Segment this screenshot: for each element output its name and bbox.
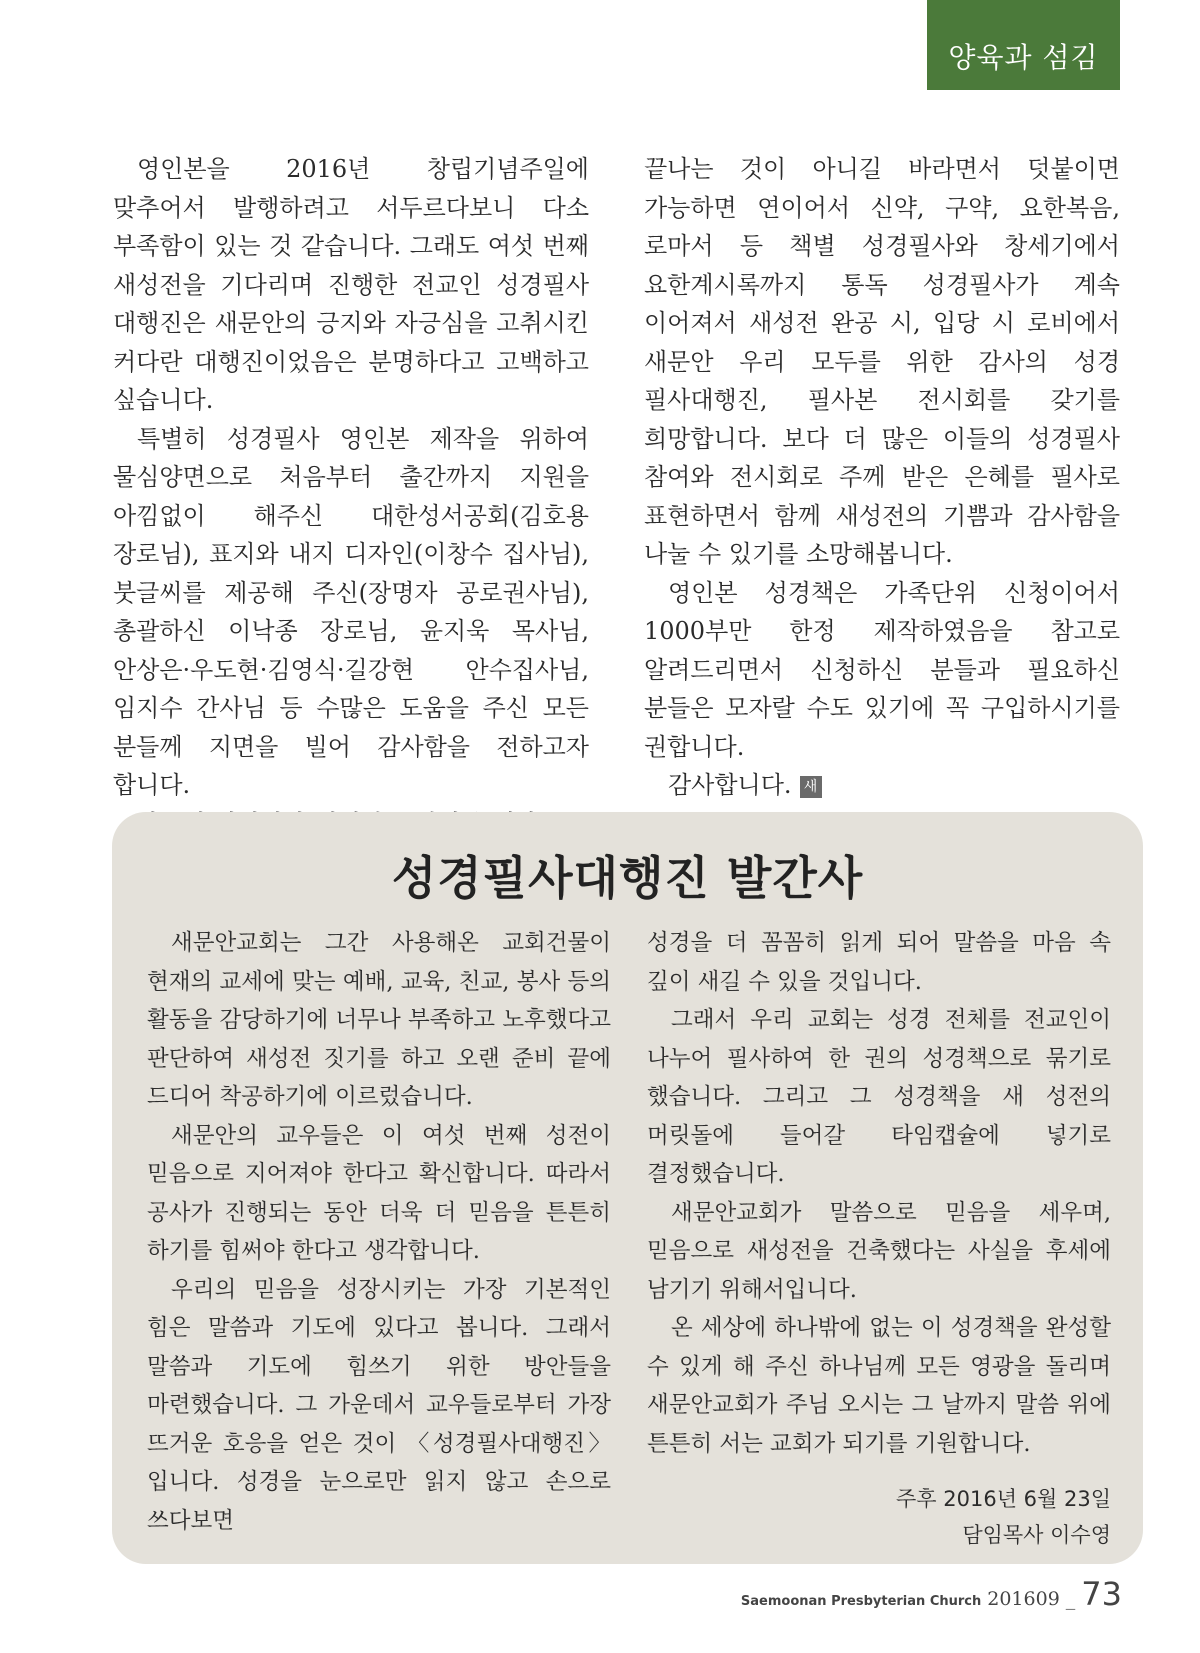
- end-mark-icon: 새: [800, 776, 822, 798]
- footer-separator: _: [1065, 1588, 1076, 1610]
- top-article: [113, 150, 1120, 843]
- page-number: 73: [1081, 1575, 1122, 1613]
- footer-issue: 201609: [987, 1588, 1060, 1610]
- foreword-box: [112, 812, 1143, 1564]
- article-paragraph: 영인본 성경책은 가족단위 신청이어서 1000부만 한정 제작하였음을 참고로 알려드리면서 신청하신 분들과 필요하신 분들은 모자랄 수도 있기에 꼭 구입하시기를 권합니다.: [644, 578, 1120, 761]
- section-tab-label: 양육과 섬김: [948, 41, 1099, 74]
- signature-date: 주후 2016년 6월 23일: [896, 1487, 1111, 1511]
- article-paragraph: 영인본을 2016년 창립기념주일에 맞추어서 발행하려고 서두르다보니 다소 부족함이 있는 것 같습니다. 그래도 여섯 번째 새성전을 기다리며 진행한 전교인 성경필사 대행진은 새문안의 긍지와 자긍심을 고취시킨 커다란 대행진이었음은 분명하다고 고백하고 싶습니다.: [113, 155, 589, 414]
- foreword-paragraph: 우리의 믿음을 성장시키는 가장 기본적인 힘은 말씀과 기도에 있다고 봅니다. 그래서 말씀과 기도에 힘쓰기 위한 방안들을 마련했습니다. 그 가운데서 교우들로부터 가장 뜨거운 호응을 얻은 것이 〈성경필사대행진〉입니다. 성경을 눈으로만 읽지 않고 손으로 쓰다보면: [147, 1276, 611, 1534]
- foreword-paragraph: 새문안교회는 그간 사용해온 교회건물이 현재의 교세에 맞는 예배, 교육, 친교, 봉사 등의 활동을 감당하기에 너무나 부족하고 노후했다고 판단하여 새성전 짓기를 하고 오랜 준비 끝에 드디어 착공하기에 이르렀습니다.: [147, 930, 611, 1110]
- top-article-left-column: [113, 150, 589, 843]
- signature-author: 담임목사 이수영: [962, 1523, 1111, 1547]
- foreword-paragraph-continued: 성경을 더 꼼꼼히 읽게 되어 말씀을 마음 속 깊이 새길 수 있을 것입니다.: [647, 930, 1111, 995]
- article-closing: [644, 766, 1120, 805]
- page-footer: [741, 1575, 1122, 1613]
- signature-block: [647, 1481, 1111, 1553]
- foreword-paragraph: 새문안의 교우들은 이 여섯 번째 성전이 믿음으로 지어져야 한다고 확신합니다. 따라서 공사가 진행되는 동안 더욱 더 믿음을 튼튼히 하기를 힘써야 한다고 생각합니다.: [147, 1122, 611, 1264]
- foreword-title: 성경필사대행진 발간사: [391, 851, 864, 905]
- foreword-paragraph: 그래서 우리 교회는 성경 전체를 전교인이 나누어 필사하여 한 권의 성경책으로 묶기로 했습니다. 그리고 그 성경책을 새 성전의 머릿돌에 들어갈 타임캡슐에 넣기로 결정했습니다.: [647, 1007, 1111, 1187]
- section-tab: [927, 0, 1120, 90]
- foreword-right-column: [647, 924, 1111, 1553]
- foreword-columns: [147, 924, 1111, 1553]
- top-article-right-column: [644, 150, 1120, 843]
- closing-text: 감사합니다.: [668, 771, 792, 799]
- footer-organization: Saemoonan Presbyterian Church: [740, 1594, 982, 1609]
- foreword-left-column: [147, 924, 611, 1553]
- foreword-paragraph: 새문안교회가 말씀으로 믿음을 세우며, 믿음으로 새성전을 건축했다는 사실을 후세에 남기기 위해서입니다.: [647, 1199, 1111, 1303]
- article-paragraph-continued: 끝나는 것이 아니길 바라면서 덧붙이면 가능하면 연이어서 신약, 구약, 요한복음, 로마서 등 책별 성경필사와 창세기에서 요한계시록까지 통독 성경필사가 계속 이어져서 새성전 완공 시, 입당 시 로비에서 새문안 우리 모두를 위한 감사의 성경 필사대행진, 필사본 전시회를 갖기를 희망합니다. 보다 더 많은 이들의 성경필사 참여와 전시회로 주께 받은 은혜를 필사로 표현하면서 함께 새성전의 기쁨과 감사함을 나눌 수 있기를 소망해봅니다.: [644, 155, 1120, 568]
- article-paragraph: 특별히 성경필사 영인본 제작을 위하여 물심양면으로 처음부터 출간까지 지원을 아낌없이 해주신 대한성서공회(김호용 장로님), 표지와 내지 디자인(이창수 집사님), 붓글씨를 제공해 주신(장명자 공로권사님), 총괄하신 이낙종 장로님, 윤지욱 목사님, 안상은·우도현·김영식·길강현 안수집사님, 임지수 간사님 등 수많은 도움을 주신 모든 분들께 지면을 빌어 감사함을 전하고자 합니다.: [113, 424, 589, 799]
- foreword-paragraph: 온 세상에 하나밖에 없는 이 성경책을 완성할 수 있게 해 주신 하나님께 모든 영광을 돌리며 새문안교회가 주님 오시는 그 날까지 말씀 위에 튼튼히 서는 교회가 되기를 기원합니다.: [647, 1315, 1111, 1457]
